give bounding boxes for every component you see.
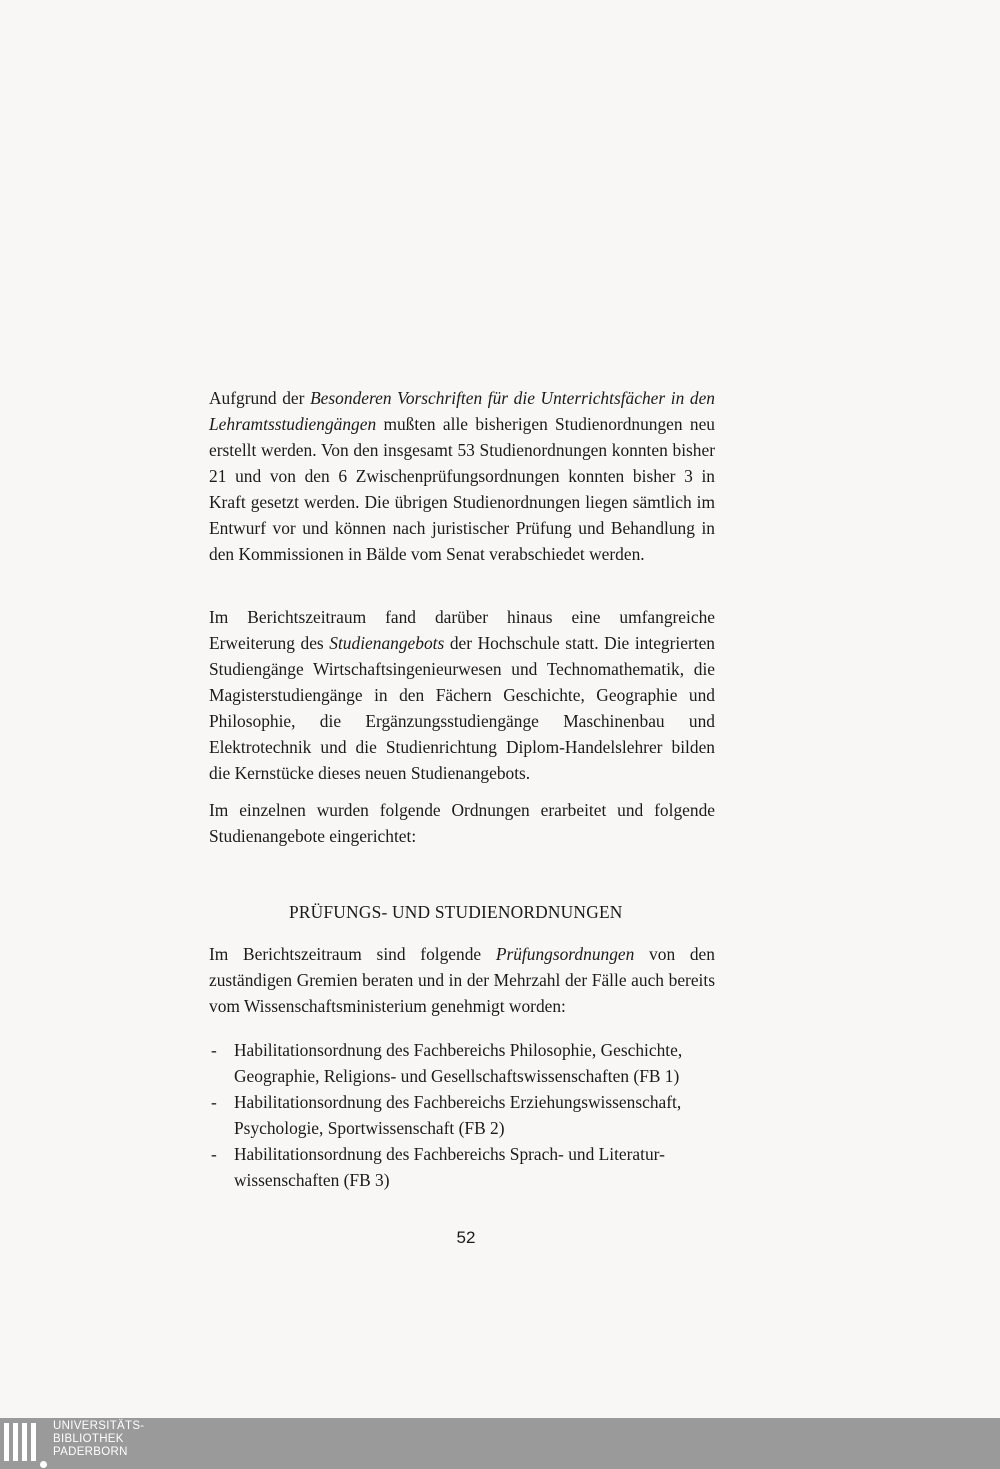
list-item [209,1037,729,1089]
paragraph-2-emphasis: Studienangebots [329,633,445,653]
list-item-line: Habilitationsordnung des Fachbereichs Erziehungswissenschaft, [234,1092,682,1112]
paragraph-3-text: Im einzelnen wurden folgende Ordnungen erarbeitet und folgende Studienangebote eingerichtet: [209,800,715,846]
paragraph-4-emphasis: Prüfungsordnungen [495,944,635,964]
paragraph-1 [209,385,715,567]
list-item-line: Habilitationsordnung des Fachbereichs Philosophie, Geschichte, [234,1040,683,1060]
list-dash: - [211,1092,217,1112]
paragraph-4-text-start: Im Berichtszeitraum sind folgende [209,944,496,964]
page-number: 52 [456,1228,476,1247]
paragraph-1-text-start: Aufgrund der [209,388,311,408]
list-item [209,1089,729,1141]
logo-line-3: PADERBORN [53,1446,128,1458]
list-item-line: Psychologie, Sportwissenschaft (FB 2) [234,1118,505,1138]
list-item-line: wissenschaften (FB 3) [234,1170,390,1190]
paragraph-2 [209,604,715,786]
regulations-list [209,1037,729,1193]
paragraph-4 [209,941,715,1019]
paragraph-1-text-end: mußten alle bisherigen Studienordnungen neu erstellt werden. Von den insgesamt 53 Studienordnungen konnten bisher 21 und von den 6 Zwischenprüfungsordnungen konnten bisher 3 in Kraft gesetzt werden. Die übrigen Studienordnungen liegen sämtlich im Entwurf vor und können nach juristischer Prüfung und Behandlung in den Kommissionen in Bälde vom Senat verabschiedet werden. [209,414,715,564]
list-item [209,1141,729,1193]
list-item-line: Habilitationsordnung des Fachbereichs Sprach- und Literatur- [234,1144,665,1164]
paragraph-2-text-end: der Hochschule statt. Die integrierten Studiengänge Wirtschaftsingenieurwesen und Technomathematik, die Magisterstudiengänge in den Fächern Geschichte, Geographie und Philosophie, die Ergänzungsstudiengänge Maschinenbau und Elektrotechnik und die Studienrichtung Diplom-Handelslehrer bilden die Kernstücke dieses neuen Studienangebots. [209,633,715,783]
library-footer-bar [0,1418,1000,1469]
paragraph-4-text-end: von den zuständigen Gremien beraten und in der Mehrzahl der Fälle auch bereits vom Wissenschaftsministerium genehmigt worden: [209,944,715,1016]
library-logo-icon [4,1423,44,1465]
paragraph-2-text-start: Im Berichtszeitraum fand darüber hinaus eine umfangreiche Erweiterung des [209,607,715,653]
section-heading: PRÜFUNGS- UND STUDIENORDNUNGEN [289,902,623,922]
list-item-line: Geographie, Religions- und Gesellschaftswissenschaften (FB 1) [234,1066,680,1086]
library-logo-text [53,1420,144,1459]
list-dash: - [211,1144,217,1164]
logo-line-2: BIBLIOTHEK [53,1433,124,1445]
list-dash: - [211,1040,217,1060]
paragraph-3 [209,797,715,849]
logo-line-1: UNIVERSITÄTS- [53,1420,145,1432]
paragraph-1-emphasis: Besonderen Vorschriften für die Unterrichtsfächer in den Lehramtsstudiengängen [209,388,715,434]
